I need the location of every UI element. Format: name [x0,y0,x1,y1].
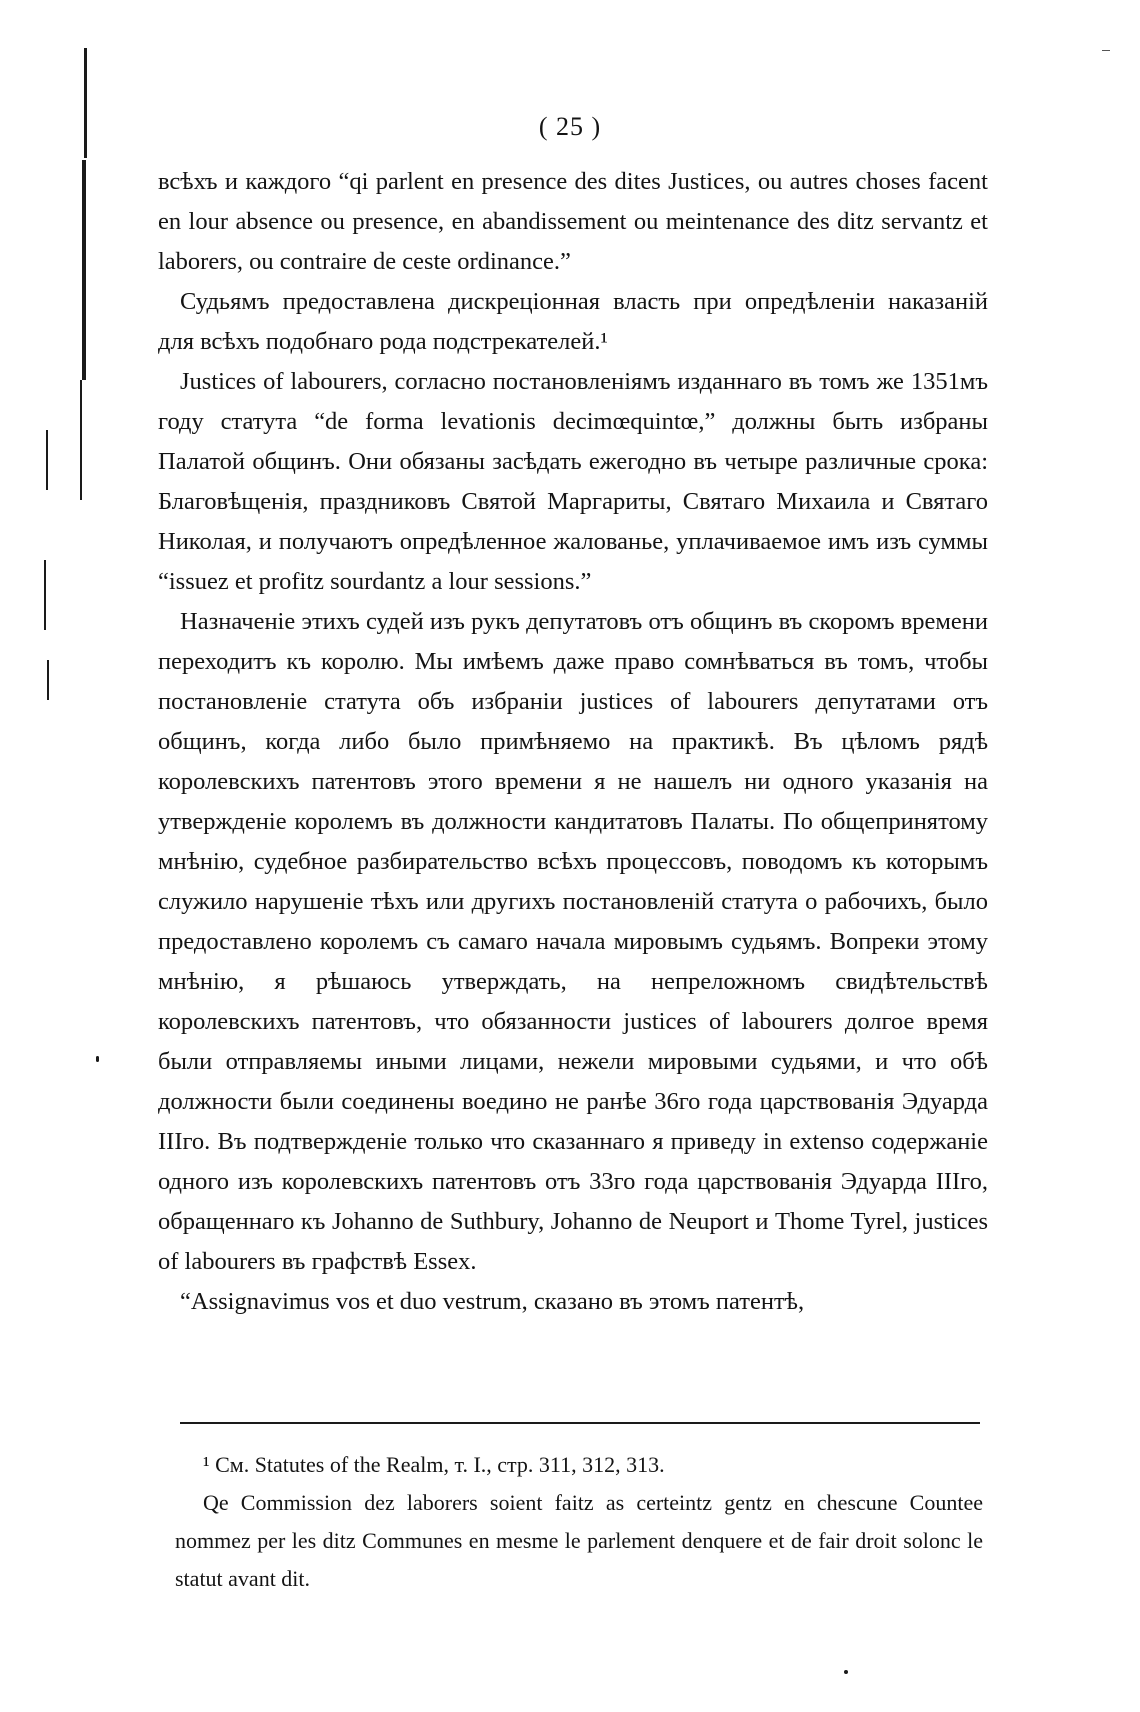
margin-line-mid [82,160,86,380]
paragraph: всѣхъ и каждого “qi parlent en presence des dites Justices, ou autres choses facent en lour absence ou presence, en abandissement ou meintenance des ditz servantz et laborers, ou contraire de ceste ordinance.” [158,168,988,275]
paragraph: “Assignavimus vos et duo vestrum, сказано въ этомъ патентѣ, [180,1288,805,1315]
footnote: ¹ См. Statutes of the Realm, т. I., стр. 311, 312, 313. [203,1452,665,1477]
paragraph: Justices of labourers, согласно постановленіямъ изданнаго въ томъ же 1351мъ году статута “de forma levationis decimœquintœ,” должны быть избраны Палатой общинъ. Они обязаны засѣдать ежегодно въ четыре различные срока: Благовѣщенія, праздниковъ Святой Маргариты, Святаго Михаила и Святаго Николая, и получаютъ опредѣленное жалованье, уплачиваемое имъ изъ суммы “issuez et profitz sourdantz a lour sessions.” [158,368,988,595]
page-number: ( 25 ) [538,112,602,141]
paragraph: Судьямъ предоставлена дискреціонная власть при опредѣленіи наказаній для всѣхъ подобнаго рода подстрекателей.¹ [158,288,988,355]
main-text [158,162,988,1322]
margin-dot [96,1056,99,1062]
corner-mark [1102,50,1110,51]
footer-dot [844,1670,848,1674]
margin-tick-1 [46,430,48,490]
footnote-divider [180,1422,980,1424]
margin-tick-2 [44,560,46,630]
paragraph: Назначеніе этихъ судей изъ рукъ депутатовъ отъ общинъ въ скоромъ времени переходитъ къ королю. Мы имѣемъ даже право сомнѣваться въ томъ, чтобы постановленіе статута объ избраніи justices of labourers депутатами отъ общинъ, когда либо было примѣняемо на практикѣ. Въ цѣломъ рядѣ королевскихъ патентовъ этого времени я не нашелъ ни одного указанія на утвержденіе королемъ въ должности кандитатовъ Палаты. По общепринятому мнѣнію, судебное разбирательство всѣхъ процессовъ, поводомъ къ которымъ служило нарушеніе тѣхъ или другихъ постановленій статута о рабочихъ, было предоставлено королемъ съ самаго начала мировымъ судьямъ. Вопреки этому мнѣнію, я рѣшаюсь утверждать, на непреложномъ свидѣтельствѣ королевскихъ патентовъ, что обязанности justices of labourers долгое время были отправляемы иными лицами, нежели мировыми судьями, и что обѣ должности были соединены воедино не ранѣе 36го года царствованія Эдуарда IIIго. Въ подтвержденіе только что сказаннаго я приведу in extenso содержаніе одного изъ королевскихъ патентовъ отъ 33го года царствованія Эдуарда IIIго, обращеннаго къ Johanno de Suthbury, Johanno de Neuport и Thome Tyrel, justices of labourers въ графствѣ Essex. [158,608,988,1275]
margin-line-low [80,380,82,500]
footnote: Qe Commission dez laborers soient faitz as certeintz gentz en chescune Countee nommez per les ditz Communes en mesme le parlement denquere et de fair droit solonc le statut avant dit. [175,1490,983,1591]
footnotes [175,1446,983,1598]
margin-tick-3 [47,660,49,700]
